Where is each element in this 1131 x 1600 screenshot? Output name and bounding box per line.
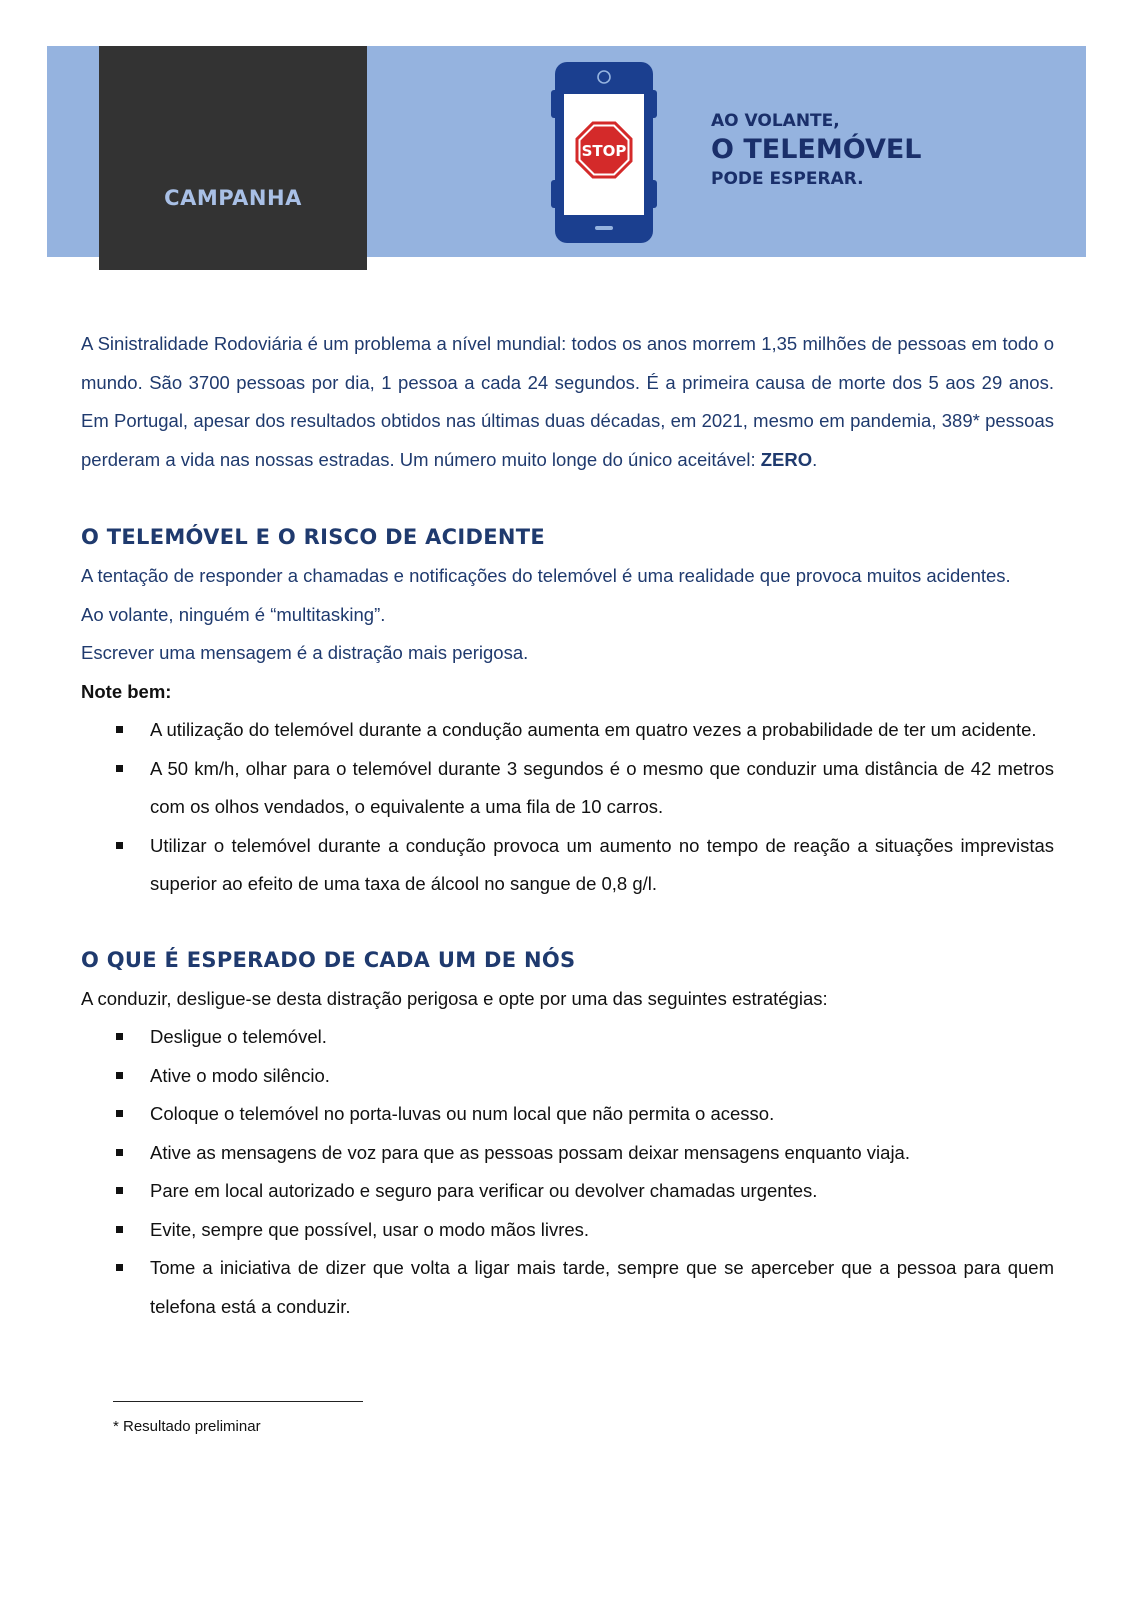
bullet-icon xyxy=(116,765,123,772)
section1-paragraph: A tentação de responder a chamadas e notificações do telemóvel é uma realidade que provoca muitos acidentes. xyxy=(81,565,1011,586)
campaign-label: CAMPANHA xyxy=(164,186,302,210)
intro-end: . xyxy=(812,448,818,470)
strategy-bullet-list xyxy=(81,1018,1054,1326)
list-item-text: Tome a iniciativa de dizer que volta a ligar mais tarde, sempre que se aperceber que a pessoa para quem telefona está a conduzir. xyxy=(150,1257,1054,1317)
bullet-icon xyxy=(116,1072,123,1079)
list-item-text: Desligue o telemóvel. xyxy=(150,1026,327,1047)
section-heading-expected: O QUE É ESPERADO DE CADA UM DE NÓS xyxy=(81,947,576,972)
bullet-icon xyxy=(116,1187,123,1194)
section2-intro: A conduzir, desligue-se desta distração perigosa e opte por uma das seguintes estratégias: xyxy=(81,987,828,1009)
bullet-icon xyxy=(116,1110,123,1117)
list-item xyxy=(81,1211,1054,1250)
bullet-icon xyxy=(116,1033,123,1040)
stop-sign-text: STOP xyxy=(581,142,627,160)
bullet-icon xyxy=(116,1264,123,1271)
phone-stop-icon xyxy=(551,60,657,245)
footnote: * Resultado preliminar xyxy=(113,1418,261,1435)
list-item xyxy=(81,1134,1054,1173)
slogan-line-2: O TELEMÓVEL xyxy=(711,134,922,165)
intro-text: A Sinistralidade Rodoviária é um problema a nível mundial: todos os anos morrem 1,35 milhões de pessoas em todo o mundo. São 3700 pessoas por dia, 1 pessoa a cada 24 segundos. É a primeira causa de morte dos 5 aos 29 anos. Em Portugal, apesar dos resultados obtidos nas últimas duas décadas, em 2021, mesmo em pandemia, 389* pessoas perderam a vida nas nossas estradas. Um número muito longe do único aceitável: xyxy=(81,333,1054,470)
slogan-line-3: PODE ESPERAR. xyxy=(711,169,864,189)
section-heading-risk: O TELEMÓVEL E O RISCO DE ACIDENTE xyxy=(81,525,546,549)
list-item-text: Utilizar o telemóvel durante a condução provoca um aumento no tempo de reação a situações imprevistas superior ao efeito de uma taxa de álcool no sangue de 0,8 g/l. xyxy=(150,834,1054,894)
list-item xyxy=(81,1057,1054,1096)
document-body xyxy=(81,325,1054,1326)
list-item xyxy=(81,1249,1054,1326)
section1-paragraph: Ao volante, ninguém é “multitasking”. xyxy=(81,603,386,625)
list-item xyxy=(81,1018,1054,1057)
list-item-text: A utilização do telemóvel durante a condução aumenta em quatro vezes a probabilidade de ter um acidente. xyxy=(150,719,1037,740)
list-item-text: Ative o modo silêncio. xyxy=(150,1064,330,1086)
section1-paragraph: Escrever uma mensagem é a distração mais perigosa. xyxy=(81,642,529,663)
list-item xyxy=(81,1172,1054,1211)
bullet-icon xyxy=(116,1149,123,1156)
list-item-text: A 50 km/h, olhar para o telemóvel durante 3 segundos é o mesmo que conduzir uma distância de 42 metros com os olhos vendados, o equivalente a uma fila de 10 carros. xyxy=(150,757,1054,817)
intro-paragraph xyxy=(81,325,1054,479)
campaign-box xyxy=(99,46,367,270)
list-item-text: Pare em local autorizado e seguro para verificar ou devolver chamadas urgentes. xyxy=(150,1180,818,1201)
list-item xyxy=(81,750,1054,827)
note-label: Note bem: xyxy=(81,680,172,702)
zero-emphasis: ZERO xyxy=(760,448,813,470)
list-item-text: Evite, sempre que possível, usar o modo mãos livres. xyxy=(150,1218,590,1240)
campaign-slogan xyxy=(711,110,922,190)
risk-bullet-list xyxy=(81,711,1054,904)
list-item-text: Coloque o telemóvel no porta-luvas ou num local que não permita o acesso. xyxy=(150,1103,775,1124)
list-item xyxy=(81,1095,1054,1134)
footnote-separator xyxy=(113,1401,363,1402)
slogan-line-1: AO VOLANTE, xyxy=(711,111,840,131)
bullet-icon xyxy=(116,842,123,849)
list-item xyxy=(81,711,1054,750)
bullet-icon xyxy=(116,1226,123,1233)
bullet-icon xyxy=(116,726,123,733)
list-item xyxy=(81,827,1054,904)
list-item-text: Ative as mensagens de voz para que as pessoas possam deixar mensagens enquanto viaja. xyxy=(150,1141,910,1163)
